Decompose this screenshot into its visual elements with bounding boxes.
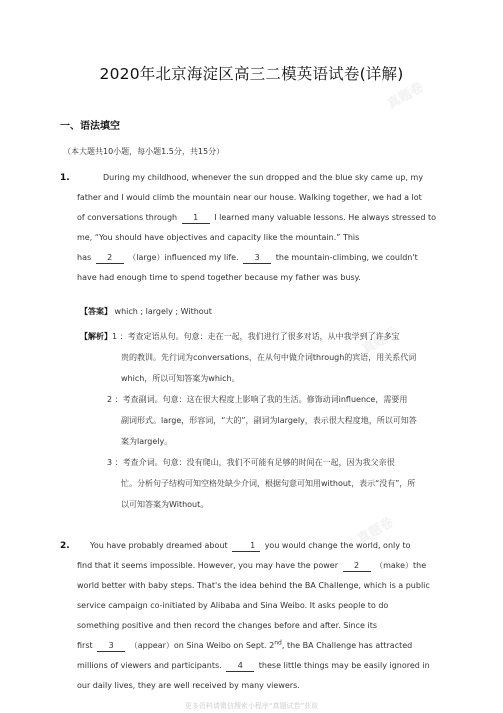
blank-2: 2 [343, 560, 371, 572]
passage-line: our daily lives, they are well received by many viewers. [77, 681, 300, 690]
passage-line: something positive and then record the changes before and after. Since its [77, 621, 377, 630]
text-run: of conversations through [77, 213, 178, 222]
analysis-line: 2 ：考查副词。句意：这在很大程度上影响了我的生活。修饰动词influence，需要用 [107, 395, 408, 404]
passage-line: service campaign co-initiated by Alibaba and Sina Weibo. It asks people to do [77, 601, 389, 610]
text-run: You have probably dreamed about [90, 541, 228, 550]
passage-line: father and I would climb the mountain near our house. Walking together, we had a lot [77, 193, 422, 202]
section-heading: 一、语法填空 [60, 121, 120, 132]
answer-line [80, 306, 212, 317]
analysis-line: 副词形式。large，形容词，“大的”，副词为largely，表示很大程度地，所以可知答 [121, 416, 417, 425]
answer-text: which ; largely ; Without [114, 307, 212, 316]
passage-line [77, 536, 448, 556]
text-run: , the BA Challenge has attracted [281, 641, 413, 650]
passage-line: During my childhood, whenever the sun dropped and the blue sky came up, my [103, 173, 424, 182]
analysis-line: 以可知答案为Without。 [121, 500, 209, 509]
page-footer: 更多资料请微信搜索小程序“真题试卷”获取 [184, 702, 319, 710]
passage-line [77, 636, 448, 656]
blank-3: 3 [97, 640, 125, 652]
analysis-line: 3 ：考查介词。句意：没有爬山，我们不可能有足够的时间在一起，因为我父亲很 [107, 458, 395, 467]
superscript: nd [274, 639, 282, 647]
passage-line [77, 656, 448, 676]
blank-2: 2 [96, 252, 124, 264]
text-run: you would change the world, only to [264, 541, 411, 550]
text-run: these little things may be easily ignored in [258, 661, 430, 670]
text-run: millions of viewers and participants. [77, 661, 222, 670]
text-run: （large）influenced my life. [128, 253, 239, 262]
text-run: （appear）on Sina Weibo on Sept. 2 [129, 641, 275, 650]
passage-line [77, 556, 448, 576]
text-run: find that it seems impossible. However, you may have the power [77, 561, 338, 570]
question-2-number: 2. [60, 541, 70, 551]
question-1-number: 1. [60, 173, 70, 183]
blank-3: 3 [243, 252, 271, 264]
watermark: 真题卷 [359, 324, 402, 358]
passage-line [77, 208, 448, 228]
analysis-line: 1 ：考查定语从句。句意：走在一起，我们进行了很多对话，从中我学到了许多宝 [112, 332, 400, 341]
analysis-label: 【解析】 [80, 332, 112, 341]
passage-line [77, 248, 448, 268]
passage-line: me, “You should have objectives and capacity like the mountain.” This [77, 233, 360, 242]
answer-label: 【答案】 [80, 307, 112, 316]
page-title: 2020年北京海淀区高三二模英语试卷(详解) [99, 65, 404, 83]
analysis-line: 案为largely。 [121, 437, 173, 446]
analysis-line: 忙。分析句子结构可知空格处缺少介词，根据句意可知用without，表示“没有”，所 [121, 479, 416, 488]
text-run: I learned many valuable lessons. He always stressed to [214, 213, 436, 222]
text-run: the mountain-climbing, we couldn't [275, 253, 418, 262]
analysis-line: 贵的教训。先行词为conversations，在从句中做介词through的宾语，用关系代词 [121, 353, 417, 362]
blank-1: 1 [182, 212, 210, 224]
question-2-passage [77, 536, 448, 696]
analysis-line: which，所以可知答案为which。 [121, 374, 240, 383]
blank-4: 4 [226, 660, 254, 672]
text-run: （make）the [375, 561, 427, 570]
text-run: first [77, 641, 93, 650]
blank-1: 1 [232, 540, 260, 552]
section-note: （本大题共10小题，每小题1.5分，共15分） [63, 147, 225, 156]
text-run: has [77, 253, 92, 262]
passage-line: have had enough time to spend together because my father was busy. [77, 273, 361, 282]
question-1-passage [77, 168, 448, 288]
passage-line: world better with baby steps. That's the idea behind the BA Challenge, which is a public [77, 581, 430, 590]
watermark: 真题卷 [384, 79, 427, 113]
watermark: 真题卷 [354, 514, 397, 548]
